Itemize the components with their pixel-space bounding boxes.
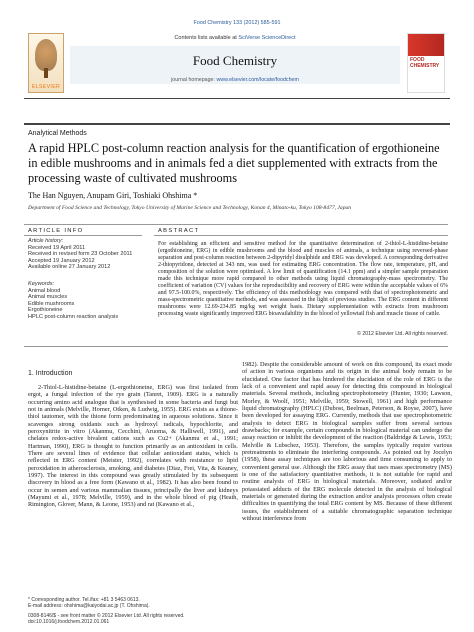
left-column bbox=[28, 384, 238, 509]
elsevier-wordmark: ELSEVIER bbox=[31, 84, 61, 90]
journal-citation[interactable]: Food Chemistry 133 (2012) 585-591 bbox=[193, 20, 281, 26]
tree-trunk bbox=[44, 68, 48, 78]
corresponding-author bbox=[28, 597, 238, 609]
author-affiliation: Department of Food Science and Technology, Tokyo University of Marine Science and Technology, Konan 4, Minato-ku, Tokyo 108-8477, Japan bbox=[28, 205, 352, 211]
article-history bbox=[28, 238, 148, 271]
revised-date: Received in revised form 23 October 2011 bbox=[28, 251, 133, 257]
cover-header bbox=[408, 34, 444, 56]
abstract-heading: ABSTRACT bbox=[158, 228, 200, 234]
keyword-item: Ergothioneine bbox=[28, 307, 63, 313]
header-rule bbox=[24, 123, 450, 125]
received-date: Received 19 April 2011 bbox=[28, 244, 86, 251]
contents-line bbox=[70, 35, 400, 41]
abstract-text: For establishing an efficient and sensitive method for the quantitative determination of 2-thiol-L-histidine-betaine (ergothioneine, ERG) in edible mushrooms and the blood and muscles of animals, a technique using reversed-phase separation and post-column reaction between 2-dipyridyl disulphide and ERG was developed. A corresponding derivative 2-thiopyridone, detected at 343 nm, was used for estimating ERG concentration. The flow rate, temperature, pH, and composition of the solution were optimised. A low limit of quantification (14.1 ppm) and a simpler sample preparation made this technique more rapid compared to other methods using liquid chromatography-mass spectrometry. The coefficient of variation (CV) values for the reproducibility and recovery of ERG were within the acceptable values of 6% and 97.5-100.0%, respectively. The efficiency of this methodology was compared with that of spectrophotometric and mass-spectrometric quantitative methods, and was assessed in the light of previous studies. The ERG content in different mushrooms were 12.69-234.85 mg/kg wet weight basis. Dietary supplementation with extracts from mushroom processing waste significantly improved ERG bioavailability in the blood of yellowtail fish and muscle tissue of cattle. bbox=[158, 241, 448, 318]
cover-title: FOOD CHEMISTRY bbox=[410, 57, 440, 69]
intro-paragraph-right: 1982). Despite the considerable amount of work on this compound, its exact mode of action in various organisms and its origin in the animal body remain to be elucidated. One factor that has hindered the elucidation of the role of ERG is the lack of a convenient and rapid assay for detecting this compound in biological materials. Several methods, including spectrophotometry (Hunter, 1930; Lawson, Morley, & Woolf, 1951; Melville, 1959; Stowell, 1961) and high performance liquid chromatography (HPLC) (Dubost, Beelman, Peterson, & Royse, 2007), have been developed for assaying ERG. Currently, methods that use spectrophotometric analysis to detect ERG in biological samples suffer from several serious drawbacks; for example, certain compounds in biological material can undergo the assay reaction or inhibit the development of the reaction (Baldridge & Lewis, 1953; Melville & Lubschez, 1953). Therefore, the samples typically require various pretreatments to eliminate the interfering compounds. As pointed out by Jocelyn (1958), these assay techniques are too laborious and time consuming to apply to convenient general use. Although the ERG assay that uses mass spectrometry (MS) is one of the satisfactory quantitative methods, it is not suitable for rapid and routine analysis of ERG in biological materials. Moreover, sodiated and/or potassiated adducts of the ERG molecule detected in the analysis of biological materials or generated during the extraction and/or analysis processes often create difficulties in quantifying the total ERG content by MS. Because of these different issues, the establishment of a suitable chromatographic separation technique without interference from bbox=[242, 361, 452, 522]
corresponding-line: * Corresponding author. Tel./fax: +81 3 5463 0613. bbox=[28, 597, 140, 603]
issn-line: 0308-8146/$ - see front matter © 2012 Elsevier Ltd. All rights reserved. bbox=[28, 613, 185, 619]
abstract-heading-rule bbox=[154, 235, 448, 236]
history-label: Article history: bbox=[28, 238, 64, 244]
masthead-rule bbox=[24, 98, 450, 99]
homepage-line bbox=[70, 77, 400, 83]
article-section: Analytical Methods bbox=[28, 130, 87, 137]
info-heading-rule bbox=[24, 235, 142, 236]
online-date: Available online 27 January 2012 bbox=[28, 264, 111, 270]
keywords-label: Keywords: bbox=[28, 281, 55, 287]
article-authors: The Han Nguyen, Anupam Giri, Toshiaki Ohshima * bbox=[28, 191, 198, 200]
intro-paragraph-left: 2-Thiol-L-histidine-betaine (L-ergothioneine, ERG) was first isolated from ergot, a fungal infection of the rye grain (Tanret, 1909). ERG is a naturally occurring amino acid analogue that is synthesised in some bacteria and fungi but not in animals (Melville, Horner, Otken, & Ludwig, 1955). ERG exists as a thione-thiol tautomer, with the thione form predominating in aqueous solutions. Since it scavenges strong oxidants such as hydroxyl radicals, hypochlorite, and peroxynitrite in vitro (Akanmu, Cecchini, Aruoma, & Halliwell, 1991), and chelates redox-active bivalent cations such as Cu2+ (Akanmu et al., 1991; Hartman, 1990), ERG is thought to function primarily as an antioxidant in cells. There are several lines of evidence that cellular antioxidant status, which is reflected in ERG content (Meister, 1992), correlates with resistance to lipid peroxidation in atherosclerosis, smoking, and diabetes (Diaz, Frei, Vita, & Keaney, 1997). The interest in this compound was greatly stimulated by its subsequent discovery in blood as a free form (Kawano et al., 1982). It has also been found to occur in semen and various mammalian tissues, principally the liver and kidneys (Mayumi et al., 1978; Melville, 1959), and in the whole blood of pig (Heath, Rimington, Glover, Mann, & Leone, 1953) and rat (Kawano et al., bbox=[28, 384, 238, 509]
keyword-item: Animal blood bbox=[28, 287, 61, 294]
accepted-date: Accepted 19 January 2012 bbox=[28, 257, 95, 264]
keyword-item: HPLC post-column reaction analysis bbox=[28, 313, 119, 320]
homepage-prefix: journal homepage: bbox=[171, 77, 217, 83]
keywords bbox=[28, 281, 148, 320]
doi-line[interactable]: doi:10.1016/j.foodchem.2012.01.061 bbox=[28, 619, 110, 625]
contents-prefix: Contents lists available at bbox=[174, 35, 239, 41]
sciencedirect-link[interactable]: SciVerse ScienceDirect bbox=[238, 35, 296, 41]
email-line[interactable]: E-mail address: ohshima@kaiyodai.ac.jp (T. Ohshima). bbox=[28, 603, 150, 609]
keyword-item: Animal muscles bbox=[28, 294, 68, 300]
journal-cover-thumbnail bbox=[407, 33, 445, 93]
issn-block bbox=[28, 613, 238, 625]
journal-title: Food Chemistry bbox=[192, 53, 278, 68]
copyright-notice: © 2012 Elsevier Ltd. All rights reserved. bbox=[357, 331, 448, 337]
article-title: A rapid HPLC post-column reaction analysis for the quantification of ergothioneine in edible mushrooms and in animals fed a diet supplemented with extracts from the processing waste of cultivated mushrooms bbox=[28, 141, 440, 185]
homepage-link[interactable]: www.elsevier.com/locate/foodchem bbox=[216, 77, 299, 83]
info-top-rule bbox=[24, 224, 448, 225]
tree-icon bbox=[35, 39, 57, 71]
article-info-heading: ARTICLE INFO bbox=[28, 228, 84, 234]
elsevier-logo bbox=[28, 33, 64, 93]
introduction-heading: 1. Introduction bbox=[28, 370, 73, 377]
keyword-item: Edible mushrooms bbox=[28, 300, 75, 307]
abstract-bottom-rule bbox=[24, 346, 448, 347]
right-column bbox=[242, 361, 452, 522]
